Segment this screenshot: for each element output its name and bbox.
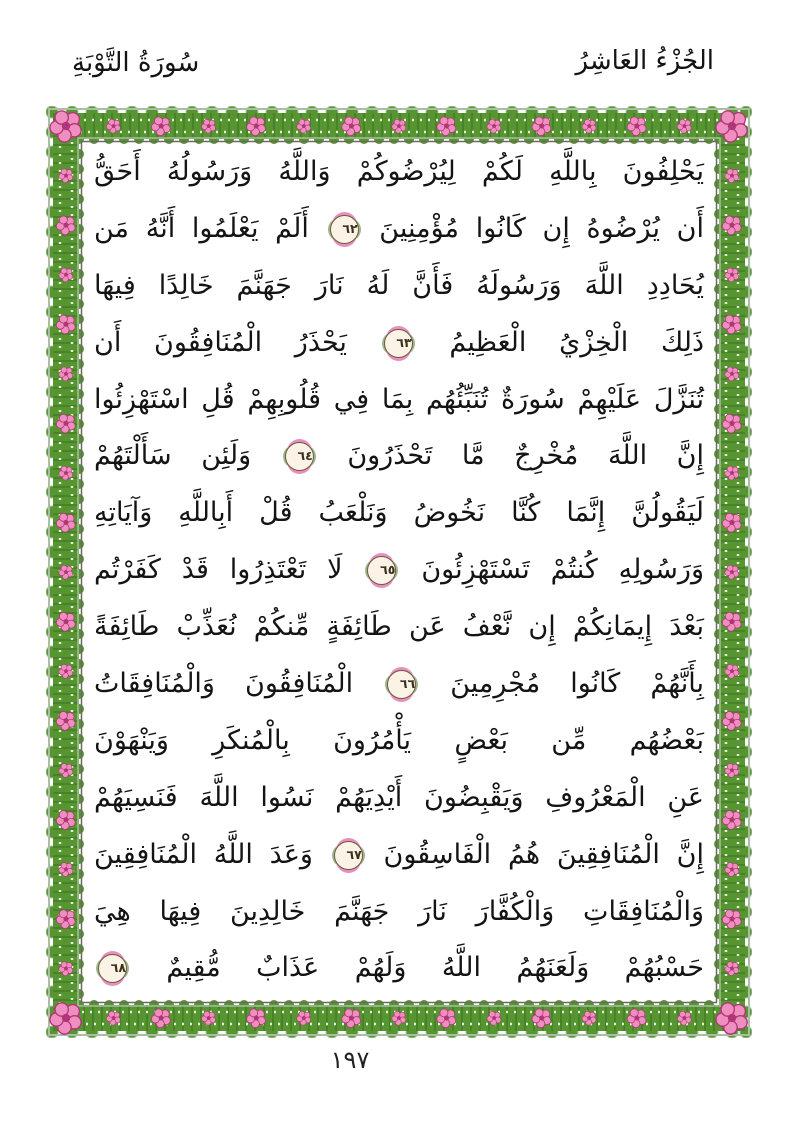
quran-line: [84, 484, 714, 541]
quran-line: [84, 314, 714, 371]
quran-line: [84, 712, 714, 769]
verse-text: يُحَادِدِ اللَّهَ وَرَسُولَهُ فَأَنَّ لَهُ نَارَ جَهَنَّمَ خَالِدًا فِيهَا: [94, 269, 704, 301]
surah-title: سُورَةُ التَّوْبَةِ: [72, 48, 200, 78]
verse-text: لَيَقُولُنَّ إِنَّمَا كُنَّا نَخُوضُ وَنَلْعَبُ قُلْ أَبِاللَّهِ وَآيَاتِهِ: [94, 497, 704, 529]
quran-line: [84, 257, 714, 314]
verse-text: عَنِ الْمَعْرُوفِ وَيَقْبِضُونَ أَيْدِيَهُمْ نَسُوا اللَّهَ فَنَسِيَهُمْ: [94, 781, 704, 813]
verse-text: بِأَنَّهُمْ كَانُوا مُجْرِمِينَ: [420, 668, 704, 700]
ayah-number-marker: ٦٨: [98, 954, 127, 983]
verse-text: لَا تَعْتَذِرُوا قَدْ كَفَرْتُم: [94, 554, 364, 586]
verse-text: إِنَّ اللَّهَ مُخْرِجٌ مَّا تَحْذَرُونَ: [317, 440, 704, 472]
verse-text: أَن يُرْضُوهُ إِن كَانُوا مُؤْمِنِينَ: [362, 212, 704, 244]
verse-text: أَلَمْ يَعْلَمُوا أَنَّهُ مَن: [94, 212, 326, 244]
verse-text: إِنَّ الْمُنَافِقِينَ هُمُ الْفَاسِقُونَ: [366, 838, 704, 870]
quran-line: [84, 371, 714, 428]
ayah-number-marker: ٦٢: [330, 215, 359, 244]
verse-text: بَعْضُهُم مِّن بَعْضٍ يَأْمُرُونَ بِالْمُنكَرِ وَيَنْهَوْنَ: [94, 724, 704, 756]
quran-line: [84, 427, 714, 484]
verse-text: ذَلِكَ الْخِزْيُ الْعَظِيمُ: [416, 326, 704, 358]
quran-text-block: [84, 143, 714, 999]
quran-line: [84, 826, 714, 883]
ayah-number-marker: ٦٥: [367, 556, 396, 585]
quran-line: [84, 598, 714, 655]
quran-line: [84, 143, 714, 200]
verse-text: بَعْدَ إِيمَانِكُمْ إِن نَّعْفُ عَن طَائِفَةٍ مِّنكُمْ نُعَذِّبْ طَائِفَةً: [94, 611, 704, 643]
quran-line: [84, 200, 714, 257]
verse-text: وَالْمُنَافِقَاتِ وَالْكُفَّارَ نَارَ جَهَنَّمَ خَالِدِينَ فِيهَا هِيَ: [94, 895, 704, 927]
quran-line: [84, 883, 714, 940]
verse-text: يَحْلِفُونَ بِاللَّهِ لَكُمْ لِيُرْضُوكُمْ وَاللَّهُ وَرَسُولُهُ أَحَقُّ: [94, 156, 704, 187]
ayah-number-marker: ٦٦: [387, 670, 416, 699]
juz-title: الجُزْءُ العَاشِرُ: [575, 46, 714, 76]
quran-line: [84, 939, 714, 996]
ayah-number-marker: ٦٣: [384, 329, 413, 358]
verse-text: وَلَئِن سَأَلْتَهُمْ: [94, 440, 281, 472]
page-number: ١٩٧: [330, 1046, 370, 1074]
verse-text: الْمُنَافِقُونَ وَالْمُنَافِقَاتُ: [94, 668, 384, 700]
verse-text: تُنَزَّلَ عَلَيْهِمْ سُورَةٌ تُنَبِّئُهُم بِمَا فِي قُلُوبِهِمْ قُلِ اسْتَهْزِئُوا: [94, 383, 704, 415]
ayah-number-marker: ٦٤: [285, 442, 314, 471]
verse-text: يَحْذَرُ الْمُنَافِقُونَ أَن: [94, 326, 380, 358]
verse-text: وَعَدَ اللَّهُ الْمُنَافِقِينَ: [94, 838, 330, 870]
quran-line: [84, 769, 714, 826]
verse-text: حَسْبُهُمْ وَلَعَنَهُمُ اللَّهُ وَلَهُمْ عَذَابٌ مُّقِيمٌ: [131, 952, 704, 984]
quran-line: [84, 655, 714, 712]
verse-text: وَرَسُولِهِ كُنتُمْ تَسْتَهْزِئُونَ: [400, 554, 705, 586]
quran-line: [84, 541, 714, 598]
ayah-number-marker: ٦٧: [334, 841, 363, 870]
